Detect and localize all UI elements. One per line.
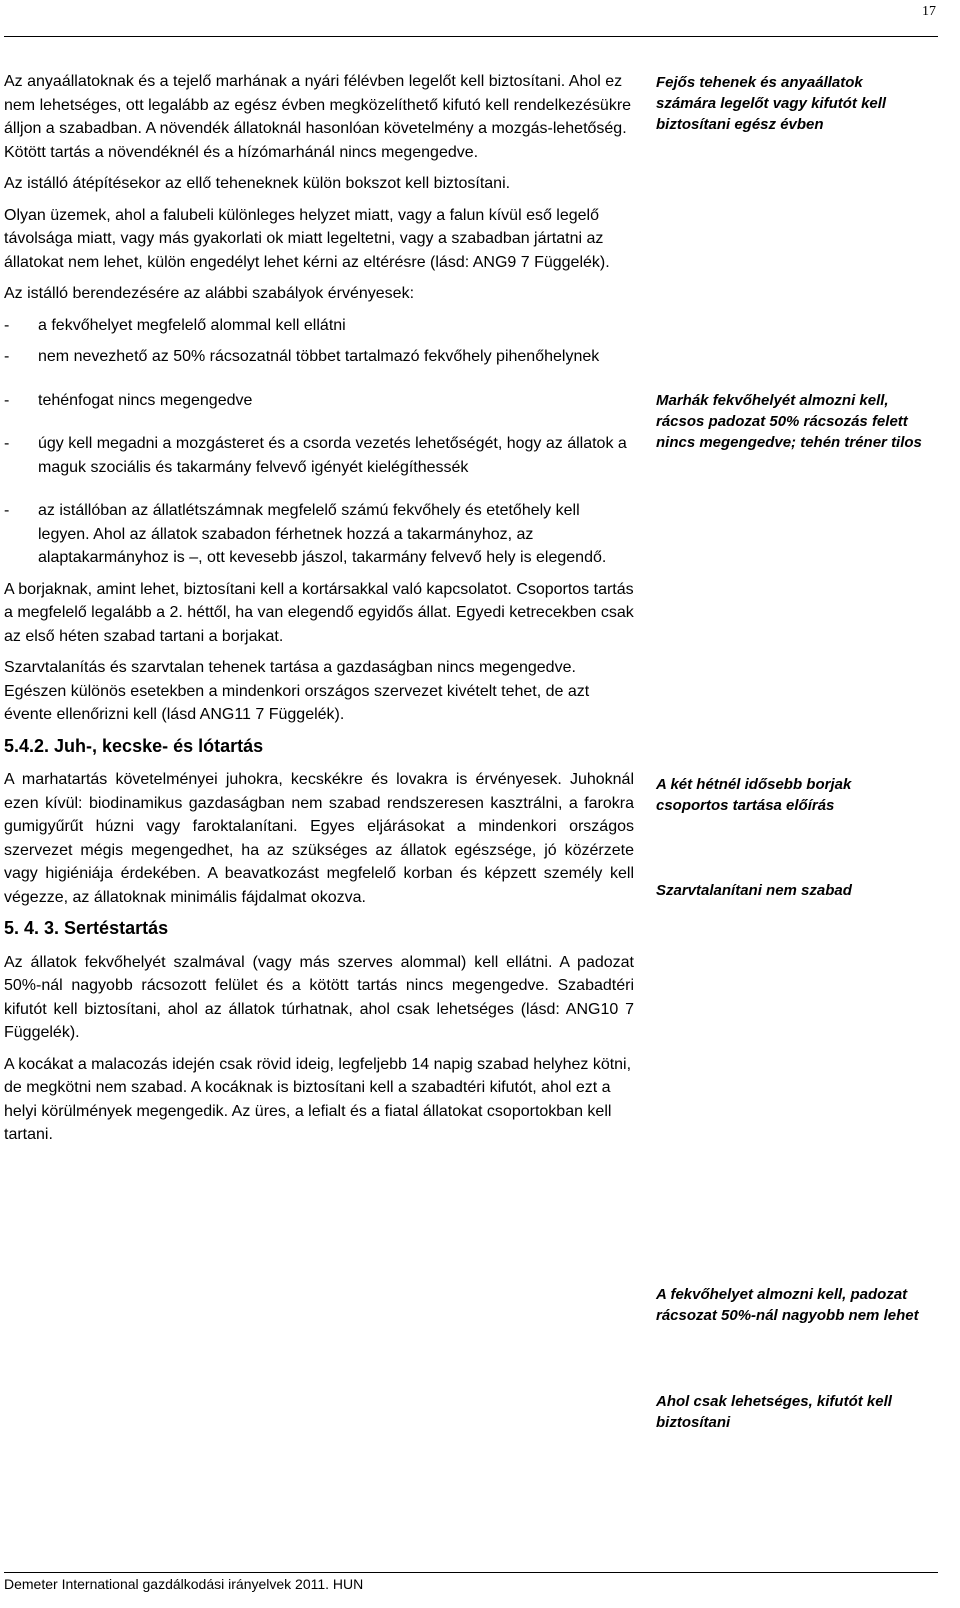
list-item-text: tehénfogat nincs megengedve <box>38 391 253 409</box>
footer-text: Demeter International gazdálkodási irányelvek 2011. HUN <box>4 1576 364 1592</box>
paragraph-sheep: A marhatartás követelményei juhokra, kecskékre és lovakra is érvényesek. Juhoknál ezen kívül: biodinamikus gazdaságban nem szabad rendszeresen kasztrálni, a farokra gumigyűrűt húzni vagy faroktalanítani. Egyes eljárásokat a mindenkori országos szervezet mégis megengedhet, ha az szükséges az állatok egészsége, jó közérzete vagy higiéniája érdekében. A beavatkozást megfelelő korban és képzett személy kell végezze, az állatoknak minimális fájdalmat okozva. <box>4 771 634 906</box>
page-number: 17 <box>922 4 936 19</box>
list-item-text: nem nevezhető az 50% rácsozatnál többet tartalmazó fekvőhely pihenőhelynek <box>38 348 600 365</box>
paragraph-pig-bedding: Az állatok fekvőhelyét szalmával (vagy más szerves alommal) kell ellátni. A padozat 50%-nál nagyobb rácsozott felület és a kötött tartás nincs megengedve. Szabadtéri kifutót kell biztosítani, ahol az állatok túrhatnak, ahol csak lehetséges (lásd: ANG10 7 Függelék). <box>4 953 634 1041</box>
list-item <box>4 345 634 369</box>
paragraph-dehorning: Szarvtalanítás és szarvtalan tehenek tartása a gazdaságban nincs megengedve. Egészen különös esetekben a mindenkori országos szervezet kivételt tehet, de azt évente ellenőrizni kell (lásd ANG11 7 Függelék). <box>4 659 590 723</box>
margin-note-bedding: Marhák fekvőhelyét almozni kell, rácsos padozat 50% rácsozás felett nincs megengedve; tehén tréner tilos <box>656 392 922 451</box>
list-item <box>4 389 634 413</box>
section-heading-sheep-goat-horse: 5.4.2. Juh-, kecske- és lótartás <box>4 735 264 756</box>
list-dash: - <box>4 502 10 519</box>
list-dash: - <box>4 348 10 365</box>
footer-rule <box>4 1572 938 1573</box>
list-dash: - <box>4 391 10 409</box>
paragraph-stable-rules: Az istálló berendezésére az alábbi szabályok érvényesek: <box>4 285 415 302</box>
list-item <box>4 314 634 338</box>
list-dash: - <box>4 316 10 334</box>
margin-note-outdoor-run: Ahol csak lehetséges, kifutót kell biztosítani <box>656 1393 892 1431</box>
header-rule <box>4 36 938 37</box>
paragraph-calving-box: Az istálló átépítésekor az ellő teheneknek külön bokszot kell biztosítani. <box>4 175 511 192</box>
list-item-text: az istállóban az állatlétszámnak megfelelő számú fekvőhely és etetőhely kell legyen. Ahol az állatok szabadon férhetnek hozzá a takarmányhoz, az alaptakarmányhoz is –, ott kevesebb jászol, takarmány felvevő hely is elegendő. <box>38 502 607 566</box>
paragraph-exemption: Olyan üzemek, ahol a falubeli különleges helyzet miatt, vagy a falun kívül eső legelő távolsága miatt, vagy más gyakorlati ok miatt legeltetni, vagy a szabadban jártatni az állatokat nem lehet, külön engedélyt lehet kérni az eltérésre (lásd: ANG9 7 Függelék). <box>4 206 610 271</box>
margin-note-dehorning: Szarvtalanítani nem szabad <box>656 882 852 899</box>
margin-note-pig-bedding: A fekvőhelyet almozni kell, padozat rácsozat 50%-nál nagyobb nem lehet <box>656 1286 919 1324</box>
main-column <box>4 70 634 1155</box>
paragraph-calves: A borjaknak, amint lehet, biztosítani kell a kortársakkal való kapcsolatot. Csoportos tartás a megfelelő legalább a 2. héttől, ha van elegendő egyidős állat. Egyedi ketrecekben csak az első héten szabad tartani a borjakat. <box>4 580 634 645</box>
section-heading-pigs: 5. 4. 3. Sertéstartás <box>4 918 169 938</box>
list-dash: - <box>4 435 10 452</box>
list-item <box>4 499 634 570</box>
list-item <box>4 432 634 479</box>
margin-note-calves: A két hétnél idősebb borjak csoportos tartása előírás <box>656 776 852 814</box>
paragraph-sows: A kocákat a malacozás idején csak rövid ideig, legfeljebb 14 napig szabad helyhez kötni, de megkötni nem szabad. A kocáknak is biztosítani kell a szabadtéri kifutót, ahol ezt a helyi körülmények megengedik. Az üres, a lefialt és a fiatal állatokat csoportokban kell tartani. <box>4 1055 632 1143</box>
margin-note-pasture: Fejős tehenek és anyaállatok számára legelőt vagy kifutót kell biztosítani egész évben <box>656 74 887 133</box>
list-item-text: úgy kell megadni a mozgásteret és a csorda vezetés lehetőségét, hogy az állatok a maguk szociális és takarmány felvevő igényét kielégíthessék <box>38 435 627 476</box>
list-item-text: a fekvőhelyet megfelelő alommal kell ellátni <box>38 316 346 334</box>
paragraph-pasture: Az anyaállatoknak és a tejelő marhának a nyári félévben legelőt kell biztosítani. Ahol ez nem lehetséges, ott legalább az egész évben megközelíthető kifutó kell rendelkezésükre álljon a szabadban. A növendék állatoknál hasonlóan követelmény a mozgás-lehetőség. Kötött tartás a növendéknél és a hízómarhánál nincs megengedve. <box>4 73 632 161</box>
